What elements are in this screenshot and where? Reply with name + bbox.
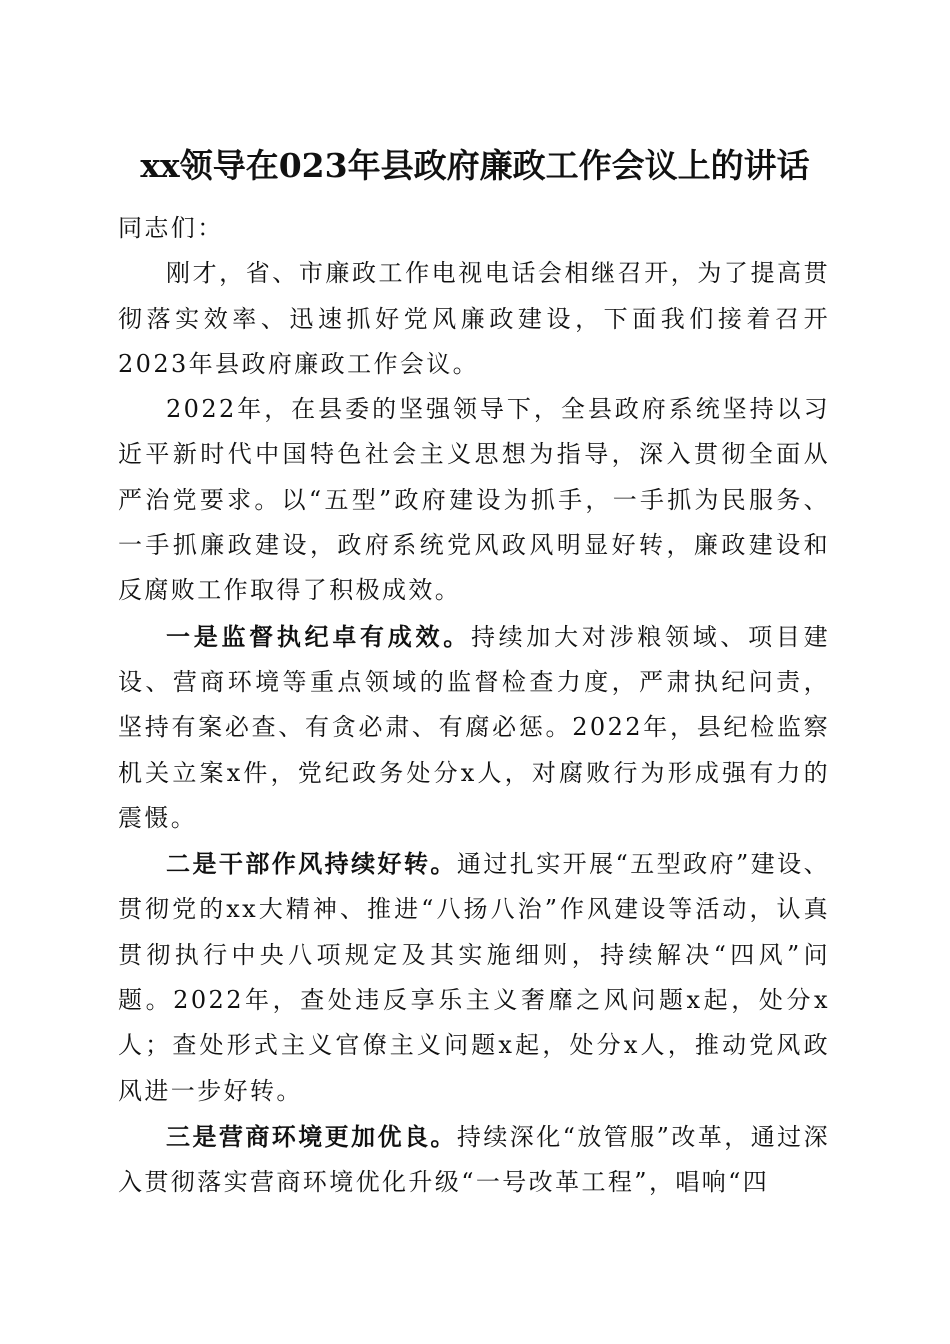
document-title: xx领导在023年县政府廉政工作会议上的讲话	[140, 146, 810, 185]
paragraph-3	[118, 614, 830, 841]
paragraph-4	[118, 841, 830, 1114]
paragraph-2	[118, 387, 830, 613]
paragraph-4-text: 通过扎实开展“五型政府”建设、贯彻党的xx大精神、推进“八扬八治”作风建设等活动，认真贯彻执行中央八项规定及其实施细则，持续解决“四风”问题。2022年，查处违反享乐主义奢靡之风问题x起，处分x人；查处形式主义官僚主义问题x起，处分x人，推动党风政风进一步好转。	[118, 850, 830, 1105]
salutation: 同志们：	[118, 214, 224, 242]
paragraph-5-lead: 三是营商环境更加优良。	[166, 1121, 457, 1151]
document-body	[118, 206, 830, 1206]
paragraph-3-lead: 一是监督执纪卓有成效。	[166, 621, 471, 651]
paragraph-4-lead: 二是干部作风持续好转。	[166, 849, 457, 879]
paragraph-2-text: 2022年，在县委的坚强领导下，全县政府系统坚持以习近平新时代中国特色社会主义思想为指导，深入贯彻全面从严治党要求。以“五型”政府建设为抓手，一手抓为民服务、一手抓廉政建设，政府系统党风政风明显好转，廉政建设和反腐败工作取得了积极成效。	[118, 395, 830, 605]
paragraph-1	[118, 251, 830, 387]
paragraph-5	[118, 1114, 830, 1206]
paragraph-3-text: 持续加大对涉粮领域、项目建设、营商环境等重点领域的监督检查力度，严肃执纪问责，坚持有案必查、有贪必肃、有腐必惩。2022年，县纪检监察机关立案x件，党纪政务处分x人，对腐败行为形成强有力的震慑。	[118, 622, 830, 832]
paragraph-5-text: 持续深化“放管服”改革，通过深入贯彻落实营商环境优化升级“一号改革工程”，唱响“四	[118, 1122, 830, 1197]
paragraph-1-text: 刚才，省、市廉政工作电视电话会相继召开，为了提高贯彻落实效率、迅速抓好党风廉政建设，下面我们接着召开2023年县政府廉政工作会议。	[118, 259, 830, 378]
